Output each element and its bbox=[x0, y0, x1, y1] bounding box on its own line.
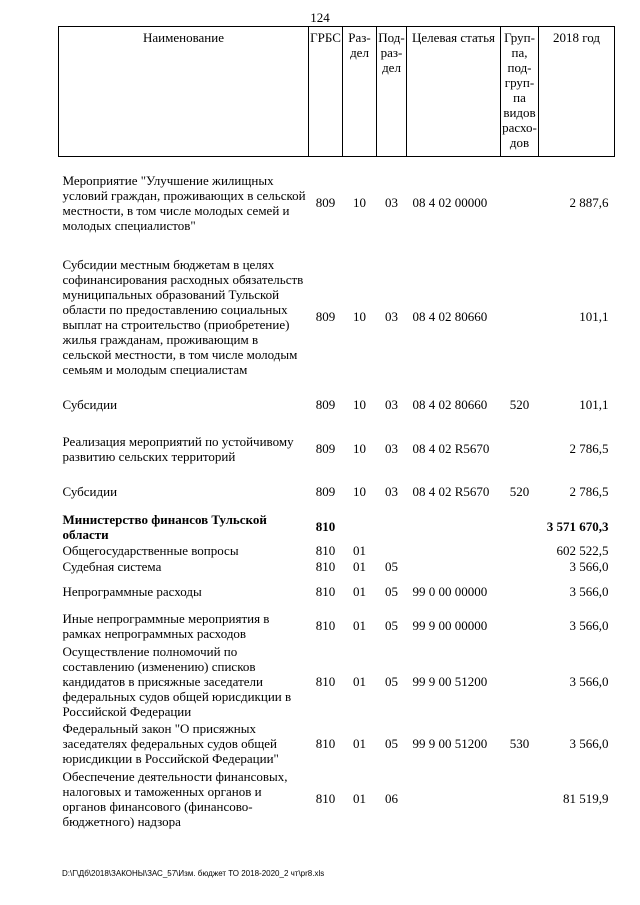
row-razdel: 10 bbox=[353, 484, 366, 499]
file-path-footer: D:\Г\Дб\2018\ЗАКОНЫ\ЗАС_57\Изм. бюджет ТО 2018-2020_2 чт\pr8.xls bbox=[62, 869, 325, 878]
page-number: 124 bbox=[310, 10, 330, 25]
table-header-row bbox=[59, 27, 615, 157]
row-grbs: 810 bbox=[315, 618, 336, 633]
row-grbs: 809 bbox=[315, 441, 336, 456]
row-sum: 3 566,0 bbox=[569, 584, 609, 599]
row-podrazdel bbox=[377, 543, 407, 559]
row-podrazdel: 05 bbox=[385, 559, 398, 574]
row-cel bbox=[407, 559, 501, 575]
header-sum: 2018 год bbox=[539, 27, 615, 157]
row-podrazdel: 03 bbox=[385, 195, 398, 211]
row-cel: 08 4 02 R5670 bbox=[412, 441, 490, 456]
row-razdel: 01 bbox=[353, 674, 366, 689]
row-grbs: 810 bbox=[315, 519, 336, 534]
row-cel bbox=[407, 543, 501, 559]
row-razdel: 01 bbox=[353, 791, 366, 806]
row-name: Осуществление полномочий по составлению (изменению) списков кандидатов в присяжные заседатели федеральных судов общей юрисдикции в Российской Федерации bbox=[62, 644, 292, 719]
row-grbs: 809 bbox=[315, 309, 336, 324]
row-name: Непрограммные расходы bbox=[62, 584, 202, 599]
row-cel bbox=[407, 767, 501, 831]
header-grbs: ГРБС bbox=[309, 27, 343, 157]
row-grbs: 810 bbox=[315, 736, 336, 751]
row-cel: 99 9 00 51200 bbox=[412, 736, 488, 751]
row-grp bbox=[501, 559, 539, 575]
row-cel: 99 9 00 00000 bbox=[412, 618, 488, 633]
row-sum: 3 566,0 bbox=[569, 618, 609, 633]
budget-table bbox=[58, 26, 615, 831]
row-grp: 520 bbox=[509, 397, 530, 412]
row-razdel: 01 bbox=[353, 559, 366, 574]
table-row bbox=[59, 721, 615, 767]
row-grbs: 809 bbox=[315, 195, 336, 211]
table-row bbox=[59, 473, 615, 511]
row-grp bbox=[501, 643, 539, 721]
row-grbs: 810 bbox=[315, 559, 336, 574]
row-name: Обеспечение деятельности финансовых, налоговых и таможенных органов и органов финансового (финансово-бюджетного) надзора bbox=[62, 768, 288, 829]
table-row bbox=[59, 643, 615, 721]
table-row bbox=[59, 559, 615, 575]
row-grp bbox=[501, 543, 539, 559]
row-cel bbox=[407, 511, 501, 543]
row-sum: 2 887,6 bbox=[569, 195, 609, 211]
row-name: Реализация мероприятий по устойчивому развитию сельских территорий bbox=[62, 433, 294, 464]
row-podrazdel: 05 bbox=[385, 618, 398, 633]
row-razdel: 10 bbox=[353, 309, 366, 324]
row-name: Субсидии bbox=[62, 397, 118, 412]
table-row bbox=[59, 385, 615, 425]
row-podrazdel: 03 bbox=[385, 484, 398, 499]
row-name: Судебная система bbox=[62, 559, 162, 574]
row-podrazdel: 03 bbox=[385, 309, 398, 324]
table-row bbox=[59, 543, 615, 559]
row-sum: 602 522,5 bbox=[556, 543, 609, 558]
row-sum: 3 566,0 bbox=[569, 559, 609, 574]
row-grp bbox=[501, 511, 539, 543]
row-sum: 81 519,9 bbox=[563, 791, 609, 806]
table-row bbox=[59, 767, 615, 831]
row-grbs: 810 bbox=[315, 543, 336, 558]
row-name: Мероприятие "Улучшение жилищных условий граждан, проживающих в сельской местности, в том числе молодых семей и молодых специалистов" bbox=[62, 172, 306, 233]
row-podrazdel: 06 bbox=[385, 791, 398, 806]
row-name: Субсидии местным бюджетам в целях софинансирования расходных обязательств муниципальных образований Тульской области по предоставлению социальных выплат на строительство (приобретение) жилья гражданам, проживающим в сельской местности, в том числе молодым семьям и молодым специалистам bbox=[62, 256, 304, 377]
row-grp bbox=[501, 767, 539, 831]
row-cel: 08 4 02 R5670 bbox=[412, 484, 490, 499]
row-podrazdel: 05 bbox=[385, 674, 398, 689]
row-razdel: 01 bbox=[353, 543, 366, 558]
row-name: Федеральный закон "О присяжных заседателях федеральных судов общей юрисдикции в Российской Федерации" bbox=[62, 721, 279, 766]
table-row bbox=[59, 425, 615, 473]
row-razdel: 10 bbox=[353, 441, 366, 456]
row-cel: 08 4 02 80660 bbox=[412, 397, 488, 412]
table-row bbox=[59, 609, 615, 643]
row-grp bbox=[501, 609, 539, 643]
header-podrazdel: Под-раз-дел bbox=[377, 27, 407, 157]
row-name: Субсидии bbox=[62, 484, 118, 499]
table-row bbox=[59, 249, 615, 385]
budget-table-sheet bbox=[58, 26, 614, 831]
row-razdel: 10 bbox=[353, 397, 366, 412]
row-grp bbox=[501, 157, 539, 249]
row-grbs: 810 bbox=[315, 791, 336, 806]
row-razdel bbox=[343, 511, 377, 543]
row-grp bbox=[501, 575, 539, 609]
table-row bbox=[59, 575, 615, 609]
row-grbs: 809 bbox=[315, 484, 336, 499]
row-sum: 3 566,0 bbox=[569, 736, 609, 751]
row-sum: 3 571 670,3 bbox=[546, 519, 609, 534]
table-row bbox=[59, 511, 615, 543]
row-grp bbox=[501, 249, 539, 385]
row-podrazdel: 03 bbox=[385, 397, 398, 412]
header-razdel: Раз-дел bbox=[343, 27, 377, 157]
row-podrazdel: 03 bbox=[385, 441, 398, 456]
row-name: Иные непрограммные мероприятия в рамках непрограммных расходов bbox=[62, 610, 270, 641]
row-razdel: 10 bbox=[353, 195, 366, 211]
row-sum: 101,1 bbox=[579, 397, 609, 412]
row-grp: 530 bbox=[509, 736, 530, 751]
row-razdel: 01 bbox=[353, 618, 366, 633]
row-name: Общегосударственные вопросы bbox=[62, 543, 239, 558]
row-grbs: 809 bbox=[315, 397, 336, 412]
table-row bbox=[59, 157, 615, 249]
row-cel: 08 4 02 80660 bbox=[412, 309, 488, 324]
row-grbs: 810 bbox=[315, 584, 336, 599]
row-razdel: 01 bbox=[353, 584, 366, 599]
header-name: Наименование bbox=[59, 27, 309, 157]
header-cel: Целевая статья bbox=[407, 27, 501, 157]
row-grp: 520 bbox=[509, 484, 530, 499]
row-sum: 3 566,0 bbox=[569, 674, 609, 689]
row-podrazdel bbox=[377, 511, 407, 543]
row-grbs: 810 bbox=[315, 674, 336, 689]
row-cel: 08 4 02 00000 bbox=[412, 195, 488, 211]
row-razdel: 01 bbox=[353, 736, 366, 751]
row-sum: 2 786,5 bbox=[569, 484, 609, 499]
row-cel: 99 0 00 00000 bbox=[412, 584, 488, 599]
row-grp bbox=[501, 425, 539, 473]
row-podrazdel: 05 bbox=[385, 736, 398, 751]
row-name: Министерство финансов Тульской области bbox=[62, 511, 267, 542]
row-cel: 99 9 00 51200 bbox=[412, 674, 488, 689]
row-sum: 101,1 bbox=[579, 309, 609, 324]
row-podrazdel: 05 bbox=[385, 584, 398, 599]
header-grp: Груп-па, под-груп-па видов расхо-дов bbox=[501, 27, 539, 157]
row-sum: 2 786,5 bbox=[569, 441, 609, 456]
